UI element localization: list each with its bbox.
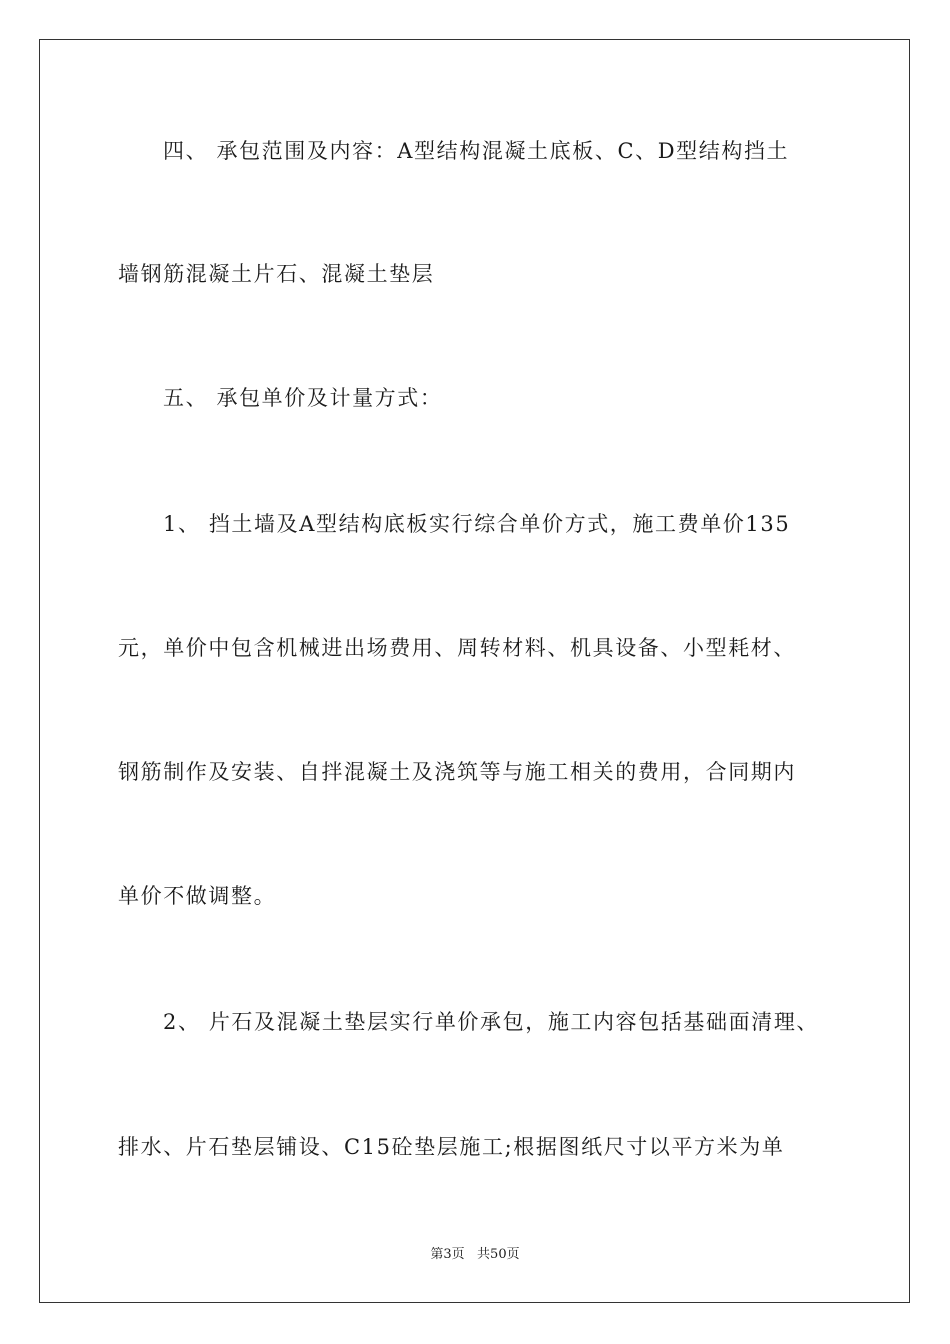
paragraph-4-line-2: 墙钢筋混凝土片石、混凝土垫层 (118, 262, 435, 286)
item-1-line-2: 元，单价中包含机械进出场费用、周转材料、机具设备、小型耗材、 (118, 636, 796, 660)
page-border (39, 39, 910, 1303)
paragraph-4-line-1: 四、 承包范围及内容：A型结构混凝土底板、C、D型结构挡土 (163, 139, 790, 163)
item-1-line-1: 1、 挡土墙及A型结构底板实行综合单价方式，施工费单价135 (163, 512, 791, 536)
item-2-line-1: 2、 片石及混凝土垫层实行单价承包，施工内容包括基础面清理、 (163, 1010, 820, 1034)
item-1-line-3: 钢筋制作及安装、自拌混凝土及浇筑等与施工相关的费用，合同期内 (118, 760, 796, 784)
item-1-line-4: 单价不做调整。 (118, 884, 277, 908)
item-2-line-2: 排水、片石垫层铺设、C15砼垫层施工;根据图纸尺寸以平方米为单 (118, 1135, 785, 1159)
page-number-footer: 第3页 共50页 (430, 1247, 520, 1262)
paragraph-5-heading: 五、 承包单价及计量方式： (163, 386, 443, 410)
